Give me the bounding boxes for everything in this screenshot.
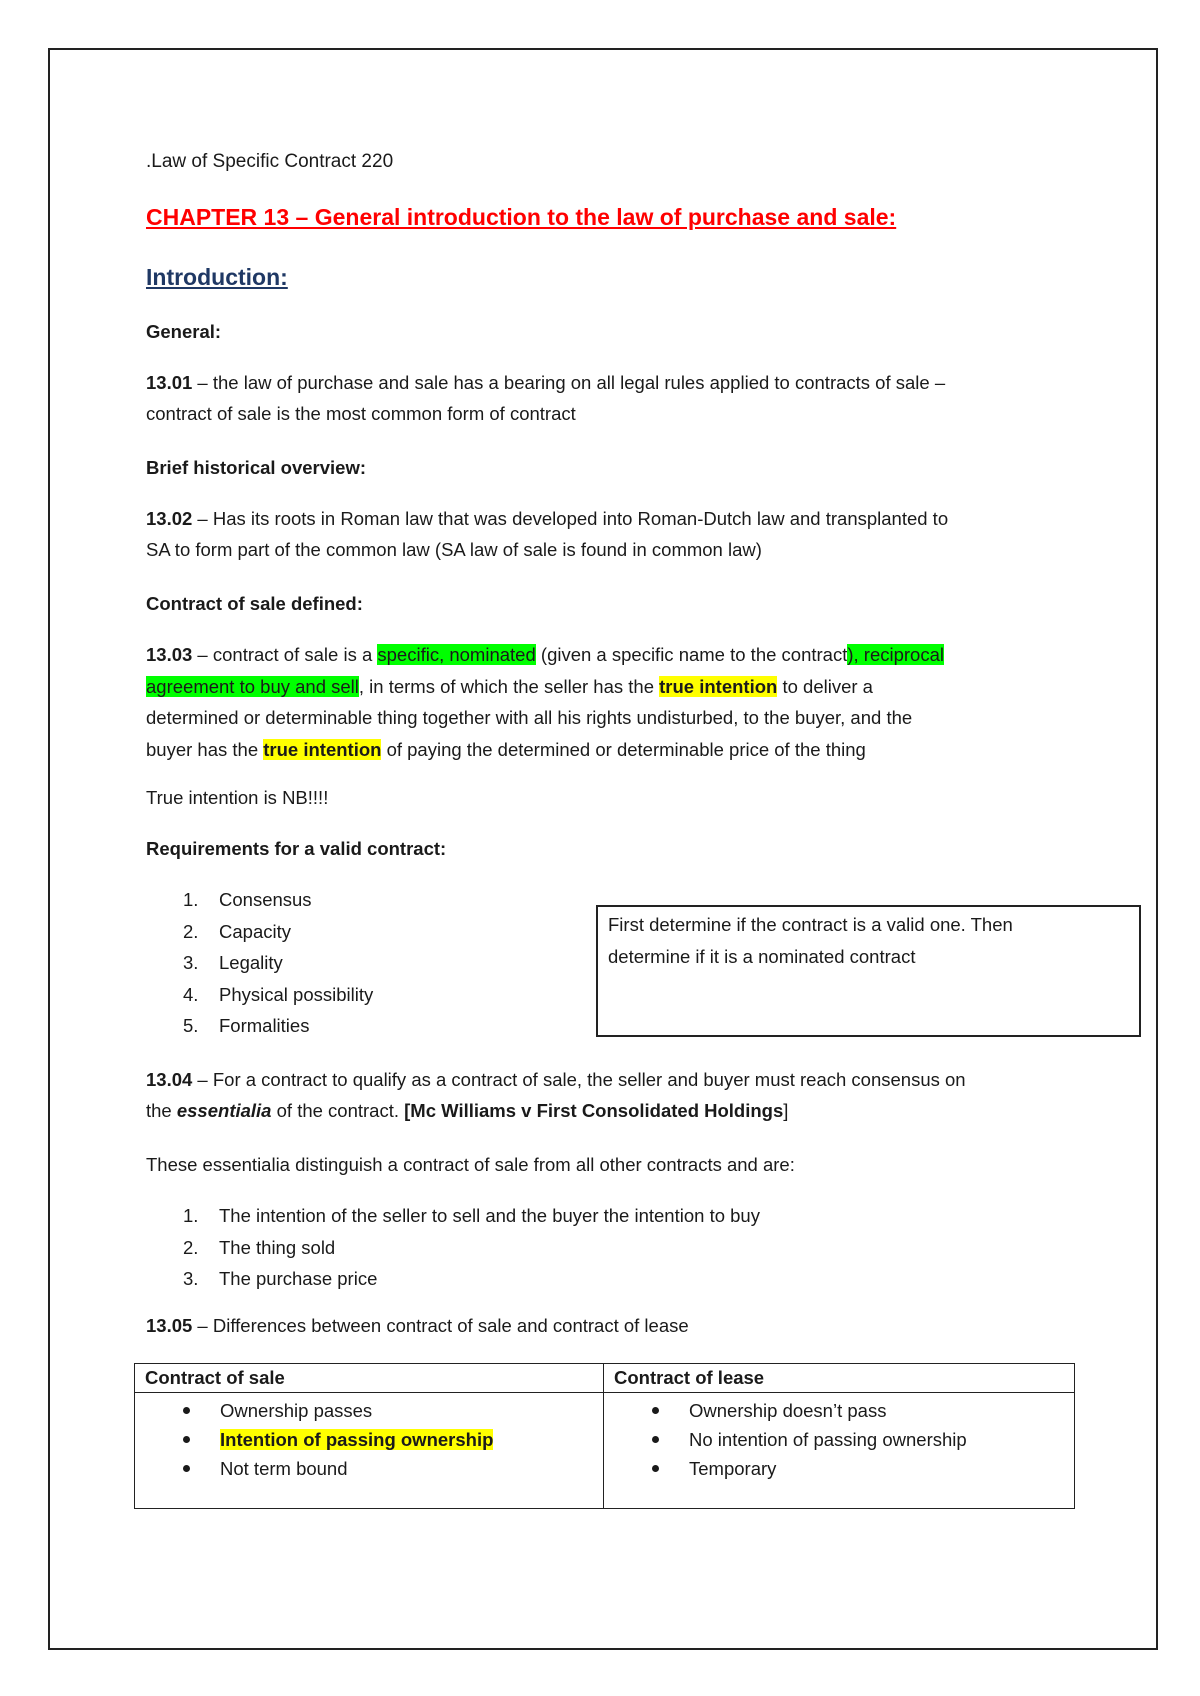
paragraph-text: the: [146, 1100, 177, 1121]
paragraph-number: 13.03: [146, 644, 193, 665]
list-item: [146, 1200, 760, 1232]
note-line: First determine if the contract is a valid one. Then: [608, 914, 1013, 935]
paragraph-text: buyer has the: [146, 738, 264, 760]
list-label: The purchase price: [219, 1268, 378, 1289]
list-item: [614, 1396, 1064, 1425]
bullet-icon: [652, 1436, 659, 1443]
bullet-icon: [183, 1407, 190, 1414]
list-item: [146, 947, 373, 979]
paragraph-text: – the law of purchase and sale has a bearing on all legal rules applied to contracts of sale –: [192, 372, 946, 393]
paragraph-text: – contract of sale is a: [192, 644, 378, 665]
list-label: Capacity: [219, 920, 291, 942]
list-label: Ownership passes: [220, 1400, 373, 1421]
list-label: Consensus: [219, 889, 312, 910]
paragraph-text: of paying the determined or determinable price of the thing: [381, 738, 866, 760]
list-item: [145, 1454, 593, 1483]
note-box: [596, 905, 1141, 1037]
list-item: [146, 916, 373, 948]
list-number: 5.: [183, 1015, 199, 1036]
paragraph-text: – For a contract to qualify as a contract of sale, the seller and buyer must reach consensus on: [192, 1069, 966, 1090]
highlight-yellow: true intention: [263, 738, 382, 760]
list-number: 3.: [183, 1268, 199, 1289]
list-label: Ownership doesn’t pass: [689, 1400, 887, 1421]
list-item: [614, 1454, 1064, 1483]
list-number: 1.: [183, 889, 199, 910]
history-heading: Brief historical overview:: [146, 457, 367, 478]
list-item: [146, 1232, 760, 1264]
paragraph-text: (given a specific name to the contract: [535, 644, 848, 665]
case-citation: [Mc Williams v First Consolidated Holdings: [404, 1100, 784, 1121]
list-number: 2.: [183, 1236, 199, 1258]
list-item: [146, 979, 373, 1011]
paragraph-text: to deliver a: [777, 675, 873, 697]
list-label: Legality: [219, 952, 283, 973]
paragraph-13-01: [146, 367, 945, 429]
list-label: Physical possibility: [219, 983, 374, 1005]
paragraph-text: , in terms of which the seller has the: [358, 675, 660, 697]
paragraph-13-03: [146, 639, 944, 765]
table-header-row: [135, 1364, 1074, 1393]
paragraph-number: 13.04: [146, 1069, 193, 1090]
list-label: No intention of passing ownership: [689, 1429, 967, 1450]
paragraph-13-04: [146, 1064, 966, 1126]
highlight-yellow: true intention: [659, 675, 778, 697]
note-line: determine if it is a nominated contract: [608, 946, 916, 967]
paragraph-13-05: [146, 1310, 689, 1341]
emphasis: essentialia: [176, 1100, 272, 1121]
paragraph-text: – Differences between contract of sale and contract of lease: [192, 1315, 689, 1336]
paragraph-text: of the contract.: [271, 1100, 405, 1121]
list-label: Formalities: [219, 1015, 310, 1036]
paragraph-text: – Has its roots in Roman law that was developed into Roman-Dutch law and transplanted to: [192, 508, 949, 529]
highlight-green: ), reciprocal: [847, 644, 944, 665]
sale-cell: [135, 1393, 604, 1508]
bullet-icon: [652, 1465, 659, 1472]
list-number: 1.: [183, 1205, 199, 1226]
lease-list: [614, 1393, 1064, 1483]
paragraph-13-02: [146, 503, 948, 565]
list-label: Not term bound: [220, 1458, 348, 1479]
chapter-title: CHAPTER 13 – General introduction to the law of purchase and sale:: [146, 204, 897, 230]
table-row: [135, 1393, 1074, 1508]
sale-list: [145, 1393, 593, 1483]
highlight-yellow: Intention of passing ownership: [220, 1429, 494, 1450]
list-item: [614, 1425, 1064, 1454]
list-item: [145, 1425, 593, 1454]
list-label: The thing sold: [219, 1236, 336, 1258]
paragraph-number: 13.02: [146, 508, 193, 529]
requirements-list: [146, 884, 373, 1042]
bullet-icon: [183, 1436, 190, 1443]
paragraph-text: SA to form part of the common law (SA law of sale is found in common law): [146, 539, 762, 560]
true-intention-note: True intention is NB!!!!: [146, 787, 329, 808]
bullet-icon: [652, 1407, 659, 1414]
list-item: [146, 1010, 373, 1042]
paragraph-text: determined or determinable thing together with all his rights undisturbed, to the buyer, and the: [146, 707, 913, 728]
column-header-sale: Contract of sale: [135, 1364, 604, 1392]
list-number: 2.: [183, 920, 199, 942]
introduction-heading: Introduction:: [146, 264, 288, 290]
highlight-green: specific, nominated: [377, 644, 536, 665]
essentialia-list: [146, 1200, 760, 1295]
defined-heading: Contract of sale defined:: [146, 593, 363, 614]
list-label: The intention of the seller to sell and the buyer the intention to buy: [219, 1205, 760, 1226]
lease-cell: [604, 1393, 1074, 1508]
list-item: [146, 1263, 760, 1295]
list-item: [146, 884, 373, 916]
paragraph-text: ]: [783, 1100, 789, 1121]
requirements-heading: Requirements for a valid contract:: [146, 838, 447, 859]
list-number: 3.: [183, 952, 199, 973]
comparison-table: [134, 1363, 1075, 1509]
paragraph-number: 13.05: [146, 1315, 193, 1336]
course-header: .Law of Specific Contract 220: [146, 151, 394, 172]
list-number: 4.: [183, 983, 199, 1005]
paragraph-number: 13.01: [146, 372, 193, 393]
essentialia-intro: These essentialia distinguish a contract of sale from all other contracts and are:: [146, 1154, 795, 1175]
list-item: [145, 1396, 593, 1425]
general-heading: General:: [146, 321, 222, 342]
bullet-icon: [183, 1465, 190, 1472]
list-label: Temporary: [689, 1458, 777, 1479]
paragraph-text: contract of sale is the most common form of contract: [146, 403, 576, 424]
column-header-lease: Contract of lease: [614, 1367, 765, 1388]
highlight-green: agreement to buy and sell: [146, 675, 359, 697]
